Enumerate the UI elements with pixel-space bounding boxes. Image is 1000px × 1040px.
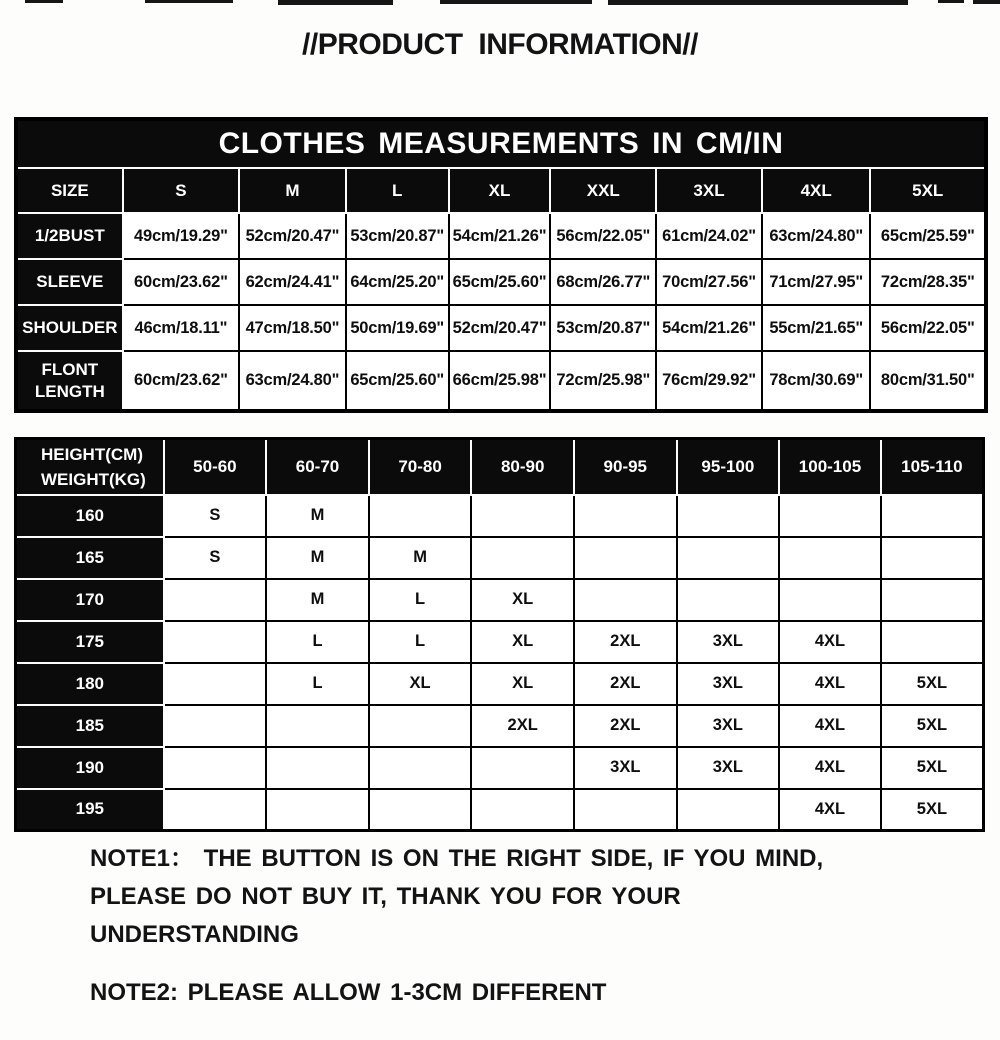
row-label-cell: SHOULDER xyxy=(16,305,123,351)
measurement-cell: 60cm/23.62" xyxy=(123,351,239,411)
size-cell: XL xyxy=(471,579,574,621)
size-cell: M xyxy=(266,579,369,621)
size-cell xyxy=(369,495,472,537)
size-cell: 5XL xyxy=(881,663,984,705)
row-label-cell: 1/2BUST xyxy=(16,213,123,259)
size-cell xyxy=(266,747,369,789)
size-cell: 5XL xyxy=(881,705,984,747)
measurement-cell: 52cm/20.47" xyxy=(449,305,551,351)
size-cell: 3XL xyxy=(574,747,677,789)
note1-line: NOTE1： THE BUTTON IS ON THE RIGHT SIDE, IF YOU MIND, xyxy=(90,845,824,872)
measurement-cell: 72cm/28.35" xyxy=(870,259,986,305)
size-cell xyxy=(881,537,984,579)
size-cell xyxy=(574,537,677,579)
size-cell: 4XL xyxy=(779,663,881,705)
table-row xyxy=(16,537,984,579)
weight-header-cell: 105-110 xyxy=(881,439,984,495)
size-cell: L xyxy=(369,621,472,663)
size-cell xyxy=(164,705,267,747)
size-cell xyxy=(574,495,677,537)
measurement-cell: 68cm/26.77" xyxy=(550,259,656,305)
size-cell xyxy=(266,789,369,831)
height-label-cell: 195 xyxy=(16,789,164,831)
measurement-cell: 76cm/29.92" xyxy=(656,351,762,411)
measurement-cell: 62cm/24.41" xyxy=(239,259,346,305)
size-cell: 4XL xyxy=(779,621,881,663)
size-cell: 2XL xyxy=(471,705,574,747)
size-cell: 3XL xyxy=(677,663,780,705)
weight-header-cell: 70-80 xyxy=(369,439,472,495)
size-cell xyxy=(369,705,472,747)
size-cell xyxy=(164,789,267,831)
size-cell xyxy=(881,621,984,663)
size-cell xyxy=(164,663,267,705)
size-cell: 3XL xyxy=(677,705,780,747)
measurement-cell: 49cm/19.29" xyxy=(123,213,239,259)
size-cell xyxy=(471,747,574,789)
height-label-cell: 165 xyxy=(16,537,164,579)
size-cell xyxy=(677,537,780,579)
height-label-cell: 185 xyxy=(16,705,164,747)
measurement-cell: 65cm/25.60" xyxy=(346,351,449,411)
row-label-cell: SLEEVE xyxy=(16,259,123,305)
height-label-cell: 190 xyxy=(16,747,164,789)
size-header-cell: L xyxy=(346,168,449,213)
size-cell xyxy=(266,705,369,747)
size-cell: 5XL xyxy=(881,789,984,831)
height-weight-corner-header xyxy=(16,439,164,495)
note1-line: PLEASE DO NOT BUY IT, THANK YOU FOR YOUR xyxy=(90,883,681,910)
height-label-cell: 175 xyxy=(16,621,164,663)
measurement-cell: 53cm/20.87" xyxy=(550,305,656,351)
size-cell xyxy=(164,621,267,663)
measurement-cell: 50cm/19.69" xyxy=(346,305,449,351)
measurement-cell: 52cm/20.47" xyxy=(239,213,346,259)
measurement-cell: 46cm/18.11" xyxy=(123,305,239,351)
size-cell xyxy=(164,579,267,621)
size-cell xyxy=(677,789,780,831)
measurement-cell: 60cm/23.62" xyxy=(123,259,239,305)
size-header-row xyxy=(16,168,986,213)
corner-label-line: WEIGHT(KG) xyxy=(41,469,146,489)
note1-line: UNDERSTANDING xyxy=(90,921,299,948)
size-cell: 3XL xyxy=(677,621,780,663)
height-label-cell: 170 xyxy=(16,579,164,621)
measurement-cell: 65cm/25.60" xyxy=(449,259,551,305)
size-cell: M xyxy=(266,495,369,537)
weight-header-cell: 50-60 xyxy=(164,439,267,495)
measurement-cell: 53cm/20.87" xyxy=(346,213,449,259)
measurement-cell: 61cm/24.02" xyxy=(656,213,762,259)
size-corner-header: SIZE xyxy=(16,168,123,213)
measurement-cell: 65cm/25.59" xyxy=(870,213,986,259)
size-cell: 4XL xyxy=(779,747,881,789)
measurement-cell: 47cm/18.50" xyxy=(239,305,346,351)
size-cell xyxy=(369,747,472,789)
size-cell: 2XL xyxy=(574,621,677,663)
size-header-cell: S xyxy=(123,168,239,213)
measurement-cell: 56cm/22.05" xyxy=(550,213,656,259)
measurement-cell: 66cm/25.98" xyxy=(449,351,551,411)
size-cell: 5XL xyxy=(881,747,984,789)
table-row xyxy=(16,579,984,621)
height-label-cell: 160 xyxy=(16,495,164,537)
size-header-cell: 4XL xyxy=(762,168,871,213)
measurement-cell: 54cm/21.26" xyxy=(656,305,762,351)
size-header-cell: M xyxy=(239,168,346,213)
measurement-cell: 55cm/21.65" xyxy=(762,305,871,351)
size-cell xyxy=(369,789,472,831)
size-cell xyxy=(881,579,984,621)
size-cell: L xyxy=(266,663,369,705)
size-header-cell: XL xyxy=(449,168,551,213)
size-cell: XL xyxy=(471,663,574,705)
size-cell: XL xyxy=(369,663,472,705)
size-cell xyxy=(164,747,267,789)
table-row xyxy=(16,789,984,831)
size-cell: L xyxy=(266,621,369,663)
clothes-measurements-table xyxy=(14,117,988,413)
measurement-cell: 78cm/30.69" xyxy=(762,351,871,411)
size-cell xyxy=(574,789,677,831)
size-cell xyxy=(779,537,881,579)
measurement-cell: 64cm/25.20" xyxy=(346,259,449,305)
table-row xyxy=(16,663,984,705)
size-cell xyxy=(677,579,780,621)
table-row xyxy=(16,305,986,351)
size-cell: M xyxy=(369,537,472,579)
table-title-row xyxy=(16,119,986,168)
size-cell xyxy=(779,495,881,537)
size-cell xyxy=(677,495,780,537)
measurement-cell: 72cm/25.98" xyxy=(550,351,656,411)
size-cell xyxy=(574,579,677,621)
weight-header-cell: 60-70 xyxy=(266,439,369,495)
size-cell: M xyxy=(266,537,369,579)
size-cell: 2XL xyxy=(574,663,677,705)
size-cell: 2XL xyxy=(574,705,677,747)
row-label-cell: FLONT LENGTH xyxy=(16,351,123,411)
measurement-cell: 71cm/27.95" xyxy=(762,259,871,305)
weight-header-cell: 90-95 xyxy=(574,439,677,495)
size-cell xyxy=(471,495,574,537)
size-guide-table xyxy=(14,437,985,832)
table-row xyxy=(16,259,986,305)
table-row xyxy=(16,213,986,259)
weight-header-cell: 95-100 xyxy=(677,439,780,495)
table-title: CLOTHES MEASUREMENTS IN CM/IN xyxy=(16,119,986,168)
size-cell xyxy=(881,495,984,537)
size-cell xyxy=(471,537,574,579)
size-cell: 4XL xyxy=(779,705,881,747)
size-cell: S xyxy=(164,495,267,537)
size-cell xyxy=(471,789,574,831)
measurement-cell: 54cm/21.26" xyxy=(449,213,551,259)
note1-text xyxy=(90,840,950,954)
weight-header-row xyxy=(16,439,984,495)
size-cell: L xyxy=(369,579,472,621)
table-row xyxy=(16,351,986,411)
weight-header-cell: 100-105 xyxy=(779,439,881,495)
size-cell: 4XL xyxy=(779,789,881,831)
size-cell: 3XL xyxy=(677,747,780,789)
measurement-cell: 63cm/24.80" xyxy=(239,351,346,411)
measurement-cell: 80cm/31.50" xyxy=(870,351,986,411)
size-cell: XL xyxy=(471,621,574,663)
size-header-cell: 5XL xyxy=(870,168,986,213)
measurement-cell: 56cm/22.05" xyxy=(870,305,986,351)
height-label-cell: 180 xyxy=(16,663,164,705)
table-row xyxy=(16,747,984,789)
page-title: //PRODUCT INFORMATION// xyxy=(302,28,698,61)
table-row xyxy=(16,705,984,747)
size-header-cell: XXL xyxy=(550,168,656,213)
size-header-cell: 3XL xyxy=(656,168,762,213)
note2-text: NOTE2: PLEASE ALLOW 1-3CM DIFFERENT xyxy=(90,979,607,1006)
table-row xyxy=(16,621,984,663)
size-cell xyxy=(779,579,881,621)
table-row xyxy=(16,495,984,537)
measurement-cell: 70cm/27.56" xyxy=(656,259,762,305)
weight-header-cell: 80-90 xyxy=(471,439,574,495)
measurement-cell: 63cm/24.80" xyxy=(762,213,871,259)
size-cell: S xyxy=(164,537,267,579)
corner-label-line: HEIGHT(CM) xyxy=(41,444,143,464)
